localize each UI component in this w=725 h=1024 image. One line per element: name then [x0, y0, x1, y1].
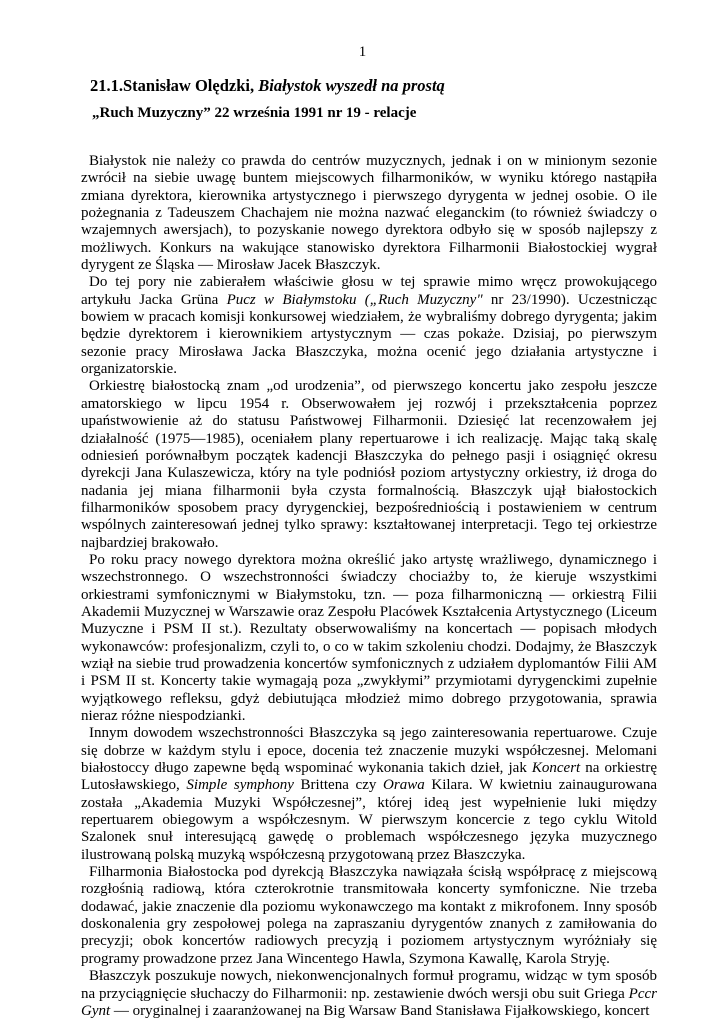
paragraph [81, 725, 657, 864]
article-title-author: 21.1.Stanisław Olędzki, [90, 76, 259, 95]
paragraph [81, 153, 657, 274]
article-title [90, 76, 445, 96]
italic-text: Orawa [383, 777, 425, 794]
text-run: na orkiestrę Lutosławskiego, [81, 760, 657, 794]
article-source: „Ruch Muzyczny” 22 września 1991 nr 19 - relacje [92, 105, 417, 121]
paragraph [81, 552, 657, 725]
text-run: Innym dowodem wszechstronności Błaszczyka są jego zainteresowania repertuarowe. Czuje się dobrze w każdym stylu i epoce, docenia też znaczenie muzyki współczesnej. Melomani białostoccy długo zapewne będą wspominać wykonania takich dzieł, jak [81, 725, 657, 777]
paragraph [81, 274, 657, 378]
paragraph [81, 968, 657, 1020]
text-run: Do tej pory nie zabierałem właściwie głosu w tej sprawie mimo wręcz prowokującego artykułu Jacka Grüna [81, 274, 657, 308]
article-body [81, 153, 657, 1020]
text-run: Orkiestrę białostocką znam „od urodzenia”, od pierwszego koncertu jako zespołu jeszcze amatorskiego w lipcu 1954 r. Obserwowałem jej rozwój i przekształcenia poprzez upaństwowienie aż do statusu Państwowej Filharmonii. Dziesięć lat recenzowałem jej działalność (1975—1985), oceniałem plany repertuarowe i ich realizację. Mając taką skalę odniesień porównałbym początek kadencji Błaszczyka do pełnego pasji i osiągnięć okresu dyrekcji Jana Kulaszewicza, który na tyle podniósł poziom artystyczny orkiestry, iż droga do nadania jej miana filharmonii była czysta formalnością. Błaszczyk ujął białostockich filharmoników sposobem pracy dyrygenckiej, bezpośredniością i postawieniem w centrum wspólnych zainteresowań jednej tylko sprawy: kształtowanej interpretacji. Tego tej orkiestrze najbardziej brakowało. [81, 378, 657, 551]
italic-text: Pucz w Białymstoku („Ruch Muzyczny" [226, 291, 483, 308]
paragraph [81, 378, 657, 551]
text-run: Białystok nie należy co prawda do centrów muzycznych, jednak i on w minionym sezonie zwrócił na siebie uwagę buntem miejscowych filharmoników, w wyniku którego nastąpiła zmiana dyrektora, kierownika artystycznego i pierwszego dyrygenta w jednej osobie. O ile pożegnania z Tadeuszem Chachajem nie można nazwać eleganckim (to również świadczy o wzajemnych awersjach), to pozyskanie nowego dyrektora odbyło się w sposób najlepszy z możliwych. Konkurs na wakujące stanowisko dyrektora Filharmonii Białostockiej wygrał dyrygent ze Śląska — Mirosław Jacek Błaszczyk. [81, 153, 657, 274]
italic-text: Simple symphony [186, 777, 294, 794]
italic-text: Koncert [531, 760, 581, 777]
page-number: 1 [358, 44, 367, 60]
paragraph [81, 864, 657, 968]
text-run: Kilara. W kwietniu zainaugurowana została „Akademia Muzyki Współczesnej”, której ideą jest wypełnienie luki między repertuarem obiegowym a współczesnym. W pierwszym koncercie z tego cyklu Witold Szalonek snuł interesującą gawędę o problemach współczesnego języka muzycznego ilustrowaną polską muzyką współczesną przygotowaną przez Błaszczyka. [81, 777, 657, 863]
text-run: Po roku pracy nowego dyrektora można określić jako artystę wrażliwego, dynamicznego i wszechstronnego. O wszechstronności świadczy chociażby to, że kieruje wszystkimi orkiestrami symfonicznymi w Białymstoku, tzn. — poza filharmoniczną — orkiestrą Filii Akademii Muzycznej w Warszawie oraz Zespołu Placówek Kształcenia Artystycznego (Liceum Muzyczne i PSM II st.). Rezultaty obserwowaliśmy na koncertach — popisach młodych wykonawców: profesjonalizm, czyli to, o co w takim szkoleniu chodzi. Dodajmy, że Błaszczyk wziął na siebie trud prowadzenia koncertów symfonicznych z udziałem dyplomantów Filii AM i PSM II st. Koncerty takie wymagają poza „zwykłymi” przymiotami dyrygenckimi zupełnie wyjątkowego refleksu, gdyż debiutująca młodzież mimo dobrego przygotowania, sprawia nieraz różne niespodzianki. [81, 551, 657, 724]
text-run: Brittena czy [293, 777, 384, 794]
text-run: Filharmonia Białostocka pod dyrekcją Błaszczyka nawiązała ścisłą współpracę z miejscową rozgłośnią radiową, która czterokrotnie transmitowała koncerty symfoniczne. Nie trzeba dodawać, jakie znaczenie dla poziomu wykonawczego ma kontakt z mikrofonem. Inny sposób doskonalenia gry zespołowej polega na zapraszaniu dyrygentów znanych z zamiłowania do precyzji; obok koncertów radiowych precyzją i poziomem artystycznym wyróżniały się programy prowadzone przez Jana Wincentego Hawla, Szymona Kawallę, Karola Stryję. [81, 864, 657, 967]
article-title-name: Białystok wyszedł na prostą [258, 76, 445, 95]
text-run: Błaszczyk poszukuje nowych, niekonwencjonalnych formuł programu, widząc w tym sposób na przyciągnięcie słuchaczy do Filharmonii: np. zestawienie dwóch wersji obu suit Griega [81, 968, 657, 1002]
text-run: — oryginalnej i zaaranżowanej na Big Warsaw Band Stanisława Fijałkowskiego, koncert [110, 1002, 650, 1019]
text-run: nr 23/1990). Uczestnicząc bowiem w pracach komisji konkursowej wiedziałem, że wybraliśmy dobrego dyrygenta; jakim będzie dyrektorem i kierownikiem artystycznym — czas pokaże. Dzisiaj, po pierwszym sezonie pracy Mirosława Jacka Błaszczyka, można ocenić jego działania artystyczne i organizatorskie. [81, 291, 657, 378]
italic-text: Pccr Gynt [81, 985, 657, 1019]
